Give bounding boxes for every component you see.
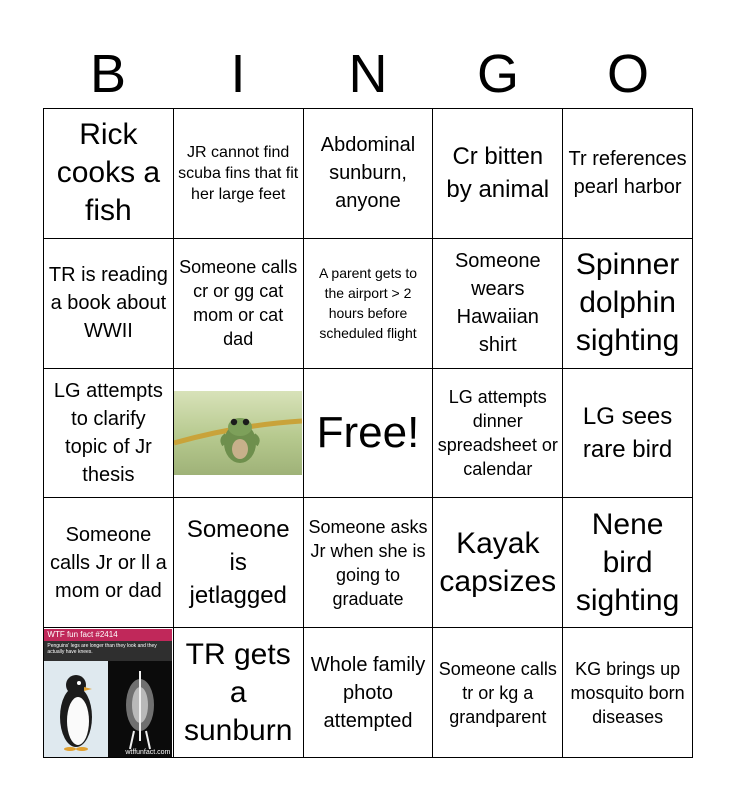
cell-text: KG brings up mosquito born diseases (570, 658, 685, 727)
bingo-cell[interactable] (44, 369, 174, 499)
bingo-cell[interactable] (44, 239, 174, 369)
bingo-cell[interactable] (433, 239, 563, 369)
cell-text: Someone asks Jr when she is going to graduate (308, 516, 428, 609)
cell-text: Abdominal sunburn, anyone (320, 134, 416, 213)
bingo-cell-frog-image[interactable] (174, 369, 304, 499)
cell-text: Whole family photo attempted (310, 653, 426, 732)
bingo-cell[interactable] (44, 109, 174, 239)
cell-text: LG attempts dinner spreadsheet or calendar (437, 386, 558, 479)
cell-text: Someone calls tr or kg a grandparent (438, 658, 557, 727)
cell-text: Cr bitten by animal (446, 143, 550, 204)
header-letter-g: G (476, 44, 519, 104)
cell-text: Someone calls cr or gg cat mom or cat dad (179, 257, 298, 350)
bingo-cell[interactable] (563, 498, 693, 628)
free-label: Free! (316, 407, 420, 457)
penguin-icon (44, 661, 108, 757)
penguin-xray (108, 661, 172, 757)
bingo-cell[interactable] (174, 239, 304, 369)
cell-text: Someone is jetlagged (186, 516, 290, 610)
cell-text: Rick cooks a fish (56, 118, 161, 228)
bingo-grid (43, 108, 693, 758)
xray-skeleton-icon (108, 661, 172, 757)
penguin-fact-image (44, 629, 172, 757)
bingo-cell[interactable] (304, 239, 434, 369)
cell-text: JR cannot find scuba fins that fit her large feet (178, 143, 299, 203)
bingo-cell[interactable] (174, 498, 304, 628)
bingo-cell[interactable] (433, 628, 563, 758)
cell-text: LG sees rare bird (582, 402, 673, 463)
bingo-cell[interactable] (304, 628, 434, 758)
header-letter-o: O (606, 44, 649, 104)
bingo-cell[interactable] (44, 498, 174, 628)
cell-text: LG attempts to clarify topic of Jr thesis (53, 379, 163, 486)
bingo-cell[interactable] (563, 628, 693, 758)
bingo-cell[interactable] (174, 628, 304, 758)
bingo-cell[interactable] (304, 498, 434, 628)
cell-text: A parent gets to the airport > 2 hours before scheduled flight (318, 265, 418, 342)
fact-headline: WTF fun fact #2414 (44, 629, 172, 641)
bingo-cell[interactable] (304, 109, 434, 239)
cell-text: TR is reading a book about WWII (48, 264, 168, 343)
fact-caption: Penguins' legs are longer than they look and they actually have knees. (44, 641, 172, 661)
cell-text: TR gets a sunburn (183, 637, 293, 747)
bingo-cell[interactable] (174, 109, 304, 239)
cell-text: Someone calls Jr or ll a mom or dad (50, 523, 167, 602)
bingo-header (43, 40, 693, 108)
bingo-cell[interactable] (563, 239, 693, 369)
bingo-cell[interactable] (433, 369, 563, 499)
free-space[interactable] (304, 369, 434, 499)
cell-text: Tr references pearl harbor (568, 148, 687, 199)
fact-site: wtffunfact.com (125, 748, 171, 756)
header-letter-n: N (348, 44, 388, 104)
header-letter-b: B (89, 44, 127, 104)
bingo-cell[interactable] (433, 498, 563, 628)
cell-text: Someone wears Hawaiian shirt (454, 250, 541, 357)
bingo-cell-penguin-image[interactable] (44, 628, 174, 758)
bingo-cell[interactable] (563, 109, 693, 239)
cell-text: Nene bird sighting (575, 507, 680, 617)
bingo-cell[interactable] (563, 369, 693, 499)
header-letter-i: I (230, 44, 246, 104)
frog-illustration (174, 391, 302, 475)
cell-text: Kayak capsizes (439, 526, 557, 598)
bingo-cell[interactable] (433, 109, 563, 239)
cell-text: Spinner dolphin sighting (575, 248, 680, 358)
frog-image (174, 391, 302, 475)
